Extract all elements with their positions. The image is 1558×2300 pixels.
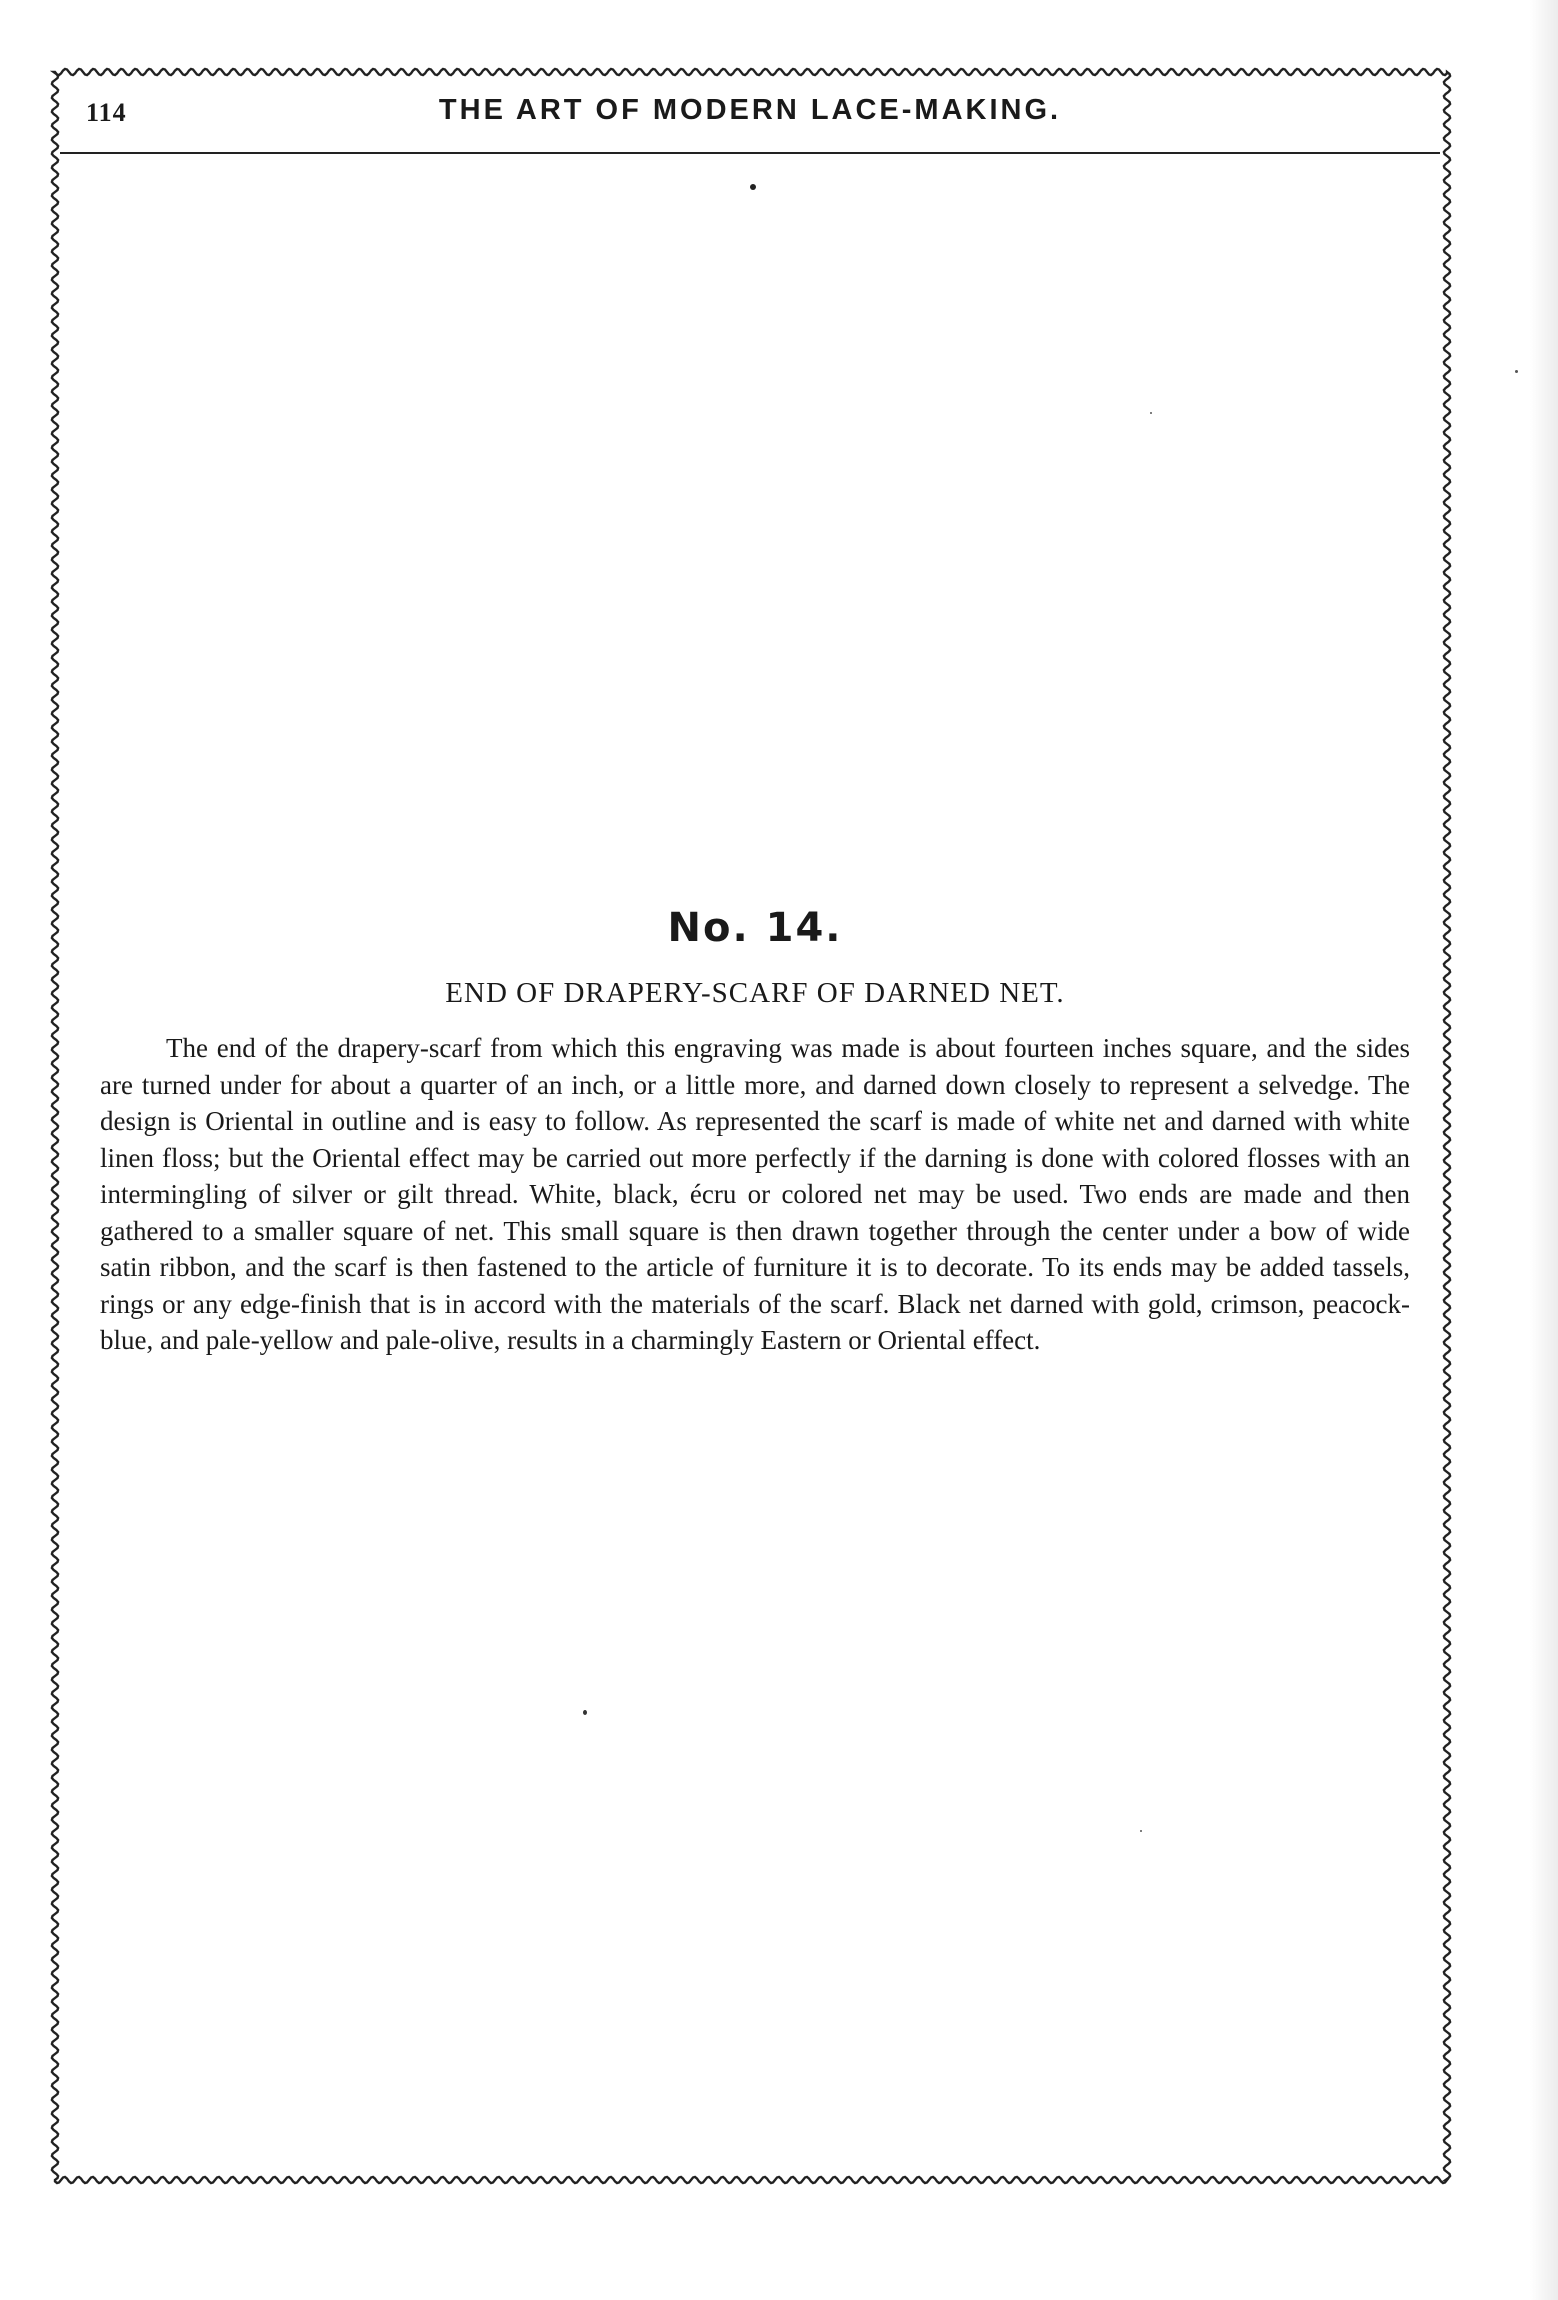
page-edge-shadow bbox=[1530, 0, 1558, 2300]
page-number: 114 bbox=[86, 98, 127, 127]
article-body: The end of the drapery-scarf from which this engraving was made is about fourteen inches square, and the sides are turned under for about a quarter of an inch, or a little more, and darned down closely to represent a selvedge. The design is Oriental in outline and is easy to follow. As represented the scarf is made of white net and darned with white linen floss; but the Oriental effect may be carried out more perfectly if the darning is done with colored flosses with an intermingling of silver or gilt thread. White, black, écru or colored net may be used. Two ends are made and then gathered to a smaller square of net. This small square is then drawn together through the center under a bow of wide satin ribbon, and the scarf is then fastened to the article of furniture it is to decorate. To its ends may be added tassels, rings or any edge-finish that is in accord with the materials of the scarf. Black net darned with gold, crimson, peacock-blue, and pale-yellow and pale-olive, results in a charmingly Eastern or Oriental effect. bbox=[100, 1033, 1410, 1355]
ornament-dot bbox=[750, 184, 756, 190]
print-speck bbox=[583, 1710, 587, 1715]
running-header bbox=[60, 70, 1440, 160]
plate-number: No. 14. bbox=[667, 905, 843, 951]
print-speck bbox=[1140, 1830, 1142, 1832]
print-speck bbox=[1150, 412, 1152, 414]
header-rule bbox=[60, 152, 1440, 154]
article bbox=[100, 905, 1410, 1359]
article-title: END OF DRAPERY-SCARF OF DARNED NET. bbox=[445, 977, 1065, 1009]
print-speck bbox=[1515, 370, 1518, 373]
running-title: THE ART OF MODERN LACE-MAKING. bbox=[438, 94, 1062, 126]
